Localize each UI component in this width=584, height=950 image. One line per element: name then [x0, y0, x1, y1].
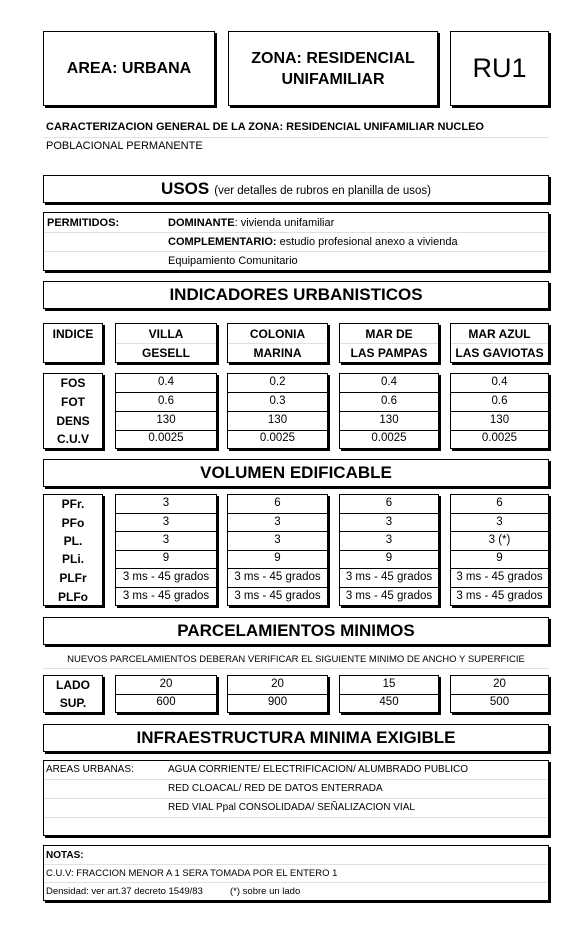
notas-box	[43, 845, 549, 901]
row-label: FOS	[60, 376, 86, 390]
infra-item: RED CLOACAL/ RED DE DATOS ENTERRADA	[168, 783, 383, 794]
col-header-mar-azul-las-gaviotas	[450, 323, 549, 363]
row-label: C.U.V	[56, 432, 89, 446]
col-header-line1: MAR DE	[365, 327, 413, 341]
infra-item: RED VIAL Ppal CONSOLIDADA/ SEÑALIZACION VIAL	[168, 802, 415, 813]
row-label: PFr.	[61, 497, 85, 511]
parcelamientos-col-mar-de-las-pampas	[339, 675, 439, 713]
volumen-labels	[43, 494, 103, 606]
areas-urbanas-label: AREAS URBANAS:	[46, 764, 134, 775]
value-cell: 20	[159, 678, 173, 690]
parcelamientos-col-mar-azul-las-gaviotas	[450, 675, 549, 713]
value-cell: 3 ms - 45 grados	[345, 590, 433, 602]
col-header-line2: MARINA	[253, 346, 302, 360]
value-cell: 3	[274, 516, 281, 528]
usos-title-box	[43, 175, 549, 203]
row-label: PL.	[63, 534, 83, 548]
value-cell: 0.6	[491, 395, 508, 407]
value-cell: 3 ms - 45 grados	[234, 571, 321, 583]
value-cell: 600	[156, 696, 176, 708]
value-cell: 3	[162, 516, 170, 528]
indice-header: INDICE	[52, 327, 94, 341]
code-box	[450, 31, 549, 106]
infraestructura-title: INFRAESTRUCTURA MINIMA EXIGIBLE	[136, 728, 456, 747]
row-label: LADO	[56, 678, 90, 692]
value-cell: 130	[267, 414, 288, 426]
area-box	[43, 31, 215, 106]
value-cell: 0.0025	[371, 432, 407, 444]
value-cell: 500	[489, 696, 510, 708]
zona-title-line1: ZONA: RESIDENCIAL	[251, 49, 415, 67]
notas-line2a: Densidad: ver art.37 decreto 1549/83	[46, 886, 203, 897]
value-cell: 9	[385, 552, 393, 564]
value-cell: 130	[156, 414, 176, 426]
value-cell: 3 (*)	[488, 534, 511, 546]
volumen-col-mar-de-las-pampas	[339, 494, 439, 606]
value-cell: 0.3	[269, 395, 286, 407]
value-cell: 15	[382, 678, 396, 690]
row-label: PFo	[61, 516, 85, 530]
notas-label: NOTAS:	[46, 850, 84, 861]
volumen-title: VOLUMEN EDIFICABLE	[200, 463, 392, 482]
row-label: PLi.	[61, 552, 84, 566]
value-cell: 6	[385, 497, 393, 509]
value-cell: 20	[271, 678, 284, 690]
permitidos-label: PERMITIDOS:	[47, 217, 120, 229]
value-cell: 3 ms - 45 grados	[122, 590, 210, 602]
col-header-line2: LAS PAMPAS	[350, 346, 428, 360]
value-cell: 450	[379, 696, 399, 708]
volumen-col-colonia-marina	[227, 494, 328, 606]
usos-body	[43, 212, 549, 271]
value-cell: 3	[496, 516, 503, 528]
value-cell: 6	[274, 497, 281, 509]
row-label: PLFo	[58, 590, 88, 604]
value-cell: 3	[385, 516, 393, 528]
col-header-colonia-marina	[227, 323, 328, 363]
equipamiento-line: Equipamiento Comunitario	[168, 255, 298, 267]
parcelamientos-col-colonia-marina	[227, 675, 328, 713]
value-cell: 6	[496, 497, 503, 509]
value-cell: 3 ms - 45 grados	[456, 571, 543, 583]
value-cell: 0.6	[158, 395, 174, 407]
value-cell: 0.0025	[148, 432, 184, 444]
value-cell: 9	[162, 552, 170, 564]
parcelamientos-note: NUEVOS PARCELAMIENTOS DEBERAN VERIFICAR EL SIGUIENTE MINIMO DE ANCHO Y SUPERFICIE	[67, 654, 525, 665]
dominante-label: DOMINANTE	[168, 217, 235, 229]
value-cell: 3 ms - 45 grados	[234, 590, 321, 602]
indice-header-box	[43, 323, 103, 363]
infraestructura-title-box	[43, 724, 549, 752]
indicadores-col-mar-de-las-pampas	[339, 373, 439, 449]
zona-box	[228, 31, 438, 106]
usos-title: USOS	[161, 179, 210, 198]
dominante-line	[168, 217, 334, 229]
value-cell: 0.4	[158, 376, 174, 388]
value-cell: 900	[267, 696, 288, 708]
value-cell: 20	[493, 678, 506, 690]
col-header-line2: LAS GAVIOTAS	[455, 346, 544, 360]
notas-line1: C.U.V: FRACCION MENOR A 1 SERA TOMADA POR EL ENTERO 1	[46, 868, 338, 879]
col-header-villa-gesell	[115, 323, 217, 363]
col-header-line2: GESELL	[141, 346, 190, 360]
value-cell: 9	[274, 552, 281, 564]
value-cell: 0.0025	[481, 432, 518, 444]
dominante-value: : vivienda unifamiliar	[234, 217, 335, 229]
volumen-col-mar-azul-las-gaviotas	[450, 494, 549, 606]
indicadores-title: INDICADORES URBANISTICOS	[169, 285, 423, 304]
row-label: SUP.	[59, 696, 87, 710]
value-cell: 130	[489, 414, 510, 426]
value-cell: 3	[162, 497, 170, 509]
parcelamientos-labels	[43, 675, 103, 713]
value-cell: 3 ms - 45 grados	[122, 571, 210, 583]
col-header-line1: VILLA	[148, 327, 184, 341]
value-cell: 3 ms - 45 grados	[456, 590, 543, 602]
col-header-line1: MAR AZUL	[468, 327, 531, 341]
col-header-line1: COLONIA	[249, 327, 306, 341]
value-cell: 3	[162, 534, 170, 546]
caracterizacion-line2: POBLACIONAL PERMANENTE	[46, 140, 203, 152]
infra-item: AGUA CORRIENTE/ ELECTRIFICACION/ ALUMBRADO PUBLICO	[168, 764, 469, 775]
volumen-col-villa-gesell	[115, 494, 217, 606]
value-cell: 3	[274, 534, 281, 546]
indicadores-title-box	[43, 281, 549, 309]
complementario-value: estudio profesional anexo a vivienda	[276, 236, 458, 248]
notas-line2b: (*) sobre un lado	[230, 886, 301, 897]
parcelamientos-col-villa-gesell	[115, 675, 217, 713]
area-title: AREA: URBANA	[66, 59, 192, 77]
value-cell: 0.6	[381, 395, 397, 407]
indicadores-col-colonia-marina	[227, 373, 328, 449]
volumen-title-box	[43, 459, 549, 487]
value-cell: 130	[379, 414, 399, 426]
complementario-label: COMPLEMENTARIO:	[168, 236, 277, 248]
row-label: FOT	[61, 395, 85, 409]
usos-subtitle: (ver detalles de rubros en planilla de usos)	[214, 184, 431, 197]
value-cell: 0.2	[269, 376, 286, 388]
zona-title-line2: UNIFAMILIAR	[281, 70, 385, 88]
indicadores-col-villa-gesell	[115, 373, 217, 449]
row-label: DENS	[56, 414, 90, 428]
parcelamientos-title: PARCELAMIENTOS MINIMOS	[177, 621, 415, 640]
indicadores-labels	[43, 373, 103, 449]
complementario-line	[168, 236, 458, 248]
value-cell: 0.4	[381, 376, 397, 388]
caracterizacion-line1: CARACTERIZACION GENERAL DE LA ZONA: RESIDENCIAL UNIFAMILIAR NUCLEO	[46, 121, 484, 133]
value-cell: 3	[385, 534, 393, 546]
col-header-mar-de-las-pampas	[339, 323, 439, 363]
row-label: PLFr	[59, 571, 87, 585]
value-cell: 0.4	[491, 376, 508, 388]
indicadores-col-mar-azul-las-gaviotas	[450, 373, 549, 449]
value-cell: 9	[496, 552, 503, 564]
value-cell: 0.0025	[259, 432, 296, 444]
infraestructura-body	[43, 760, 549, 836]
value-cell: 3 ms - 45 grados	[345, 571, 433, 583]
parcelamientos-title-box	[43, 617, 549, 645]
zone-code: RU1	[472, 53, 527, 83]
